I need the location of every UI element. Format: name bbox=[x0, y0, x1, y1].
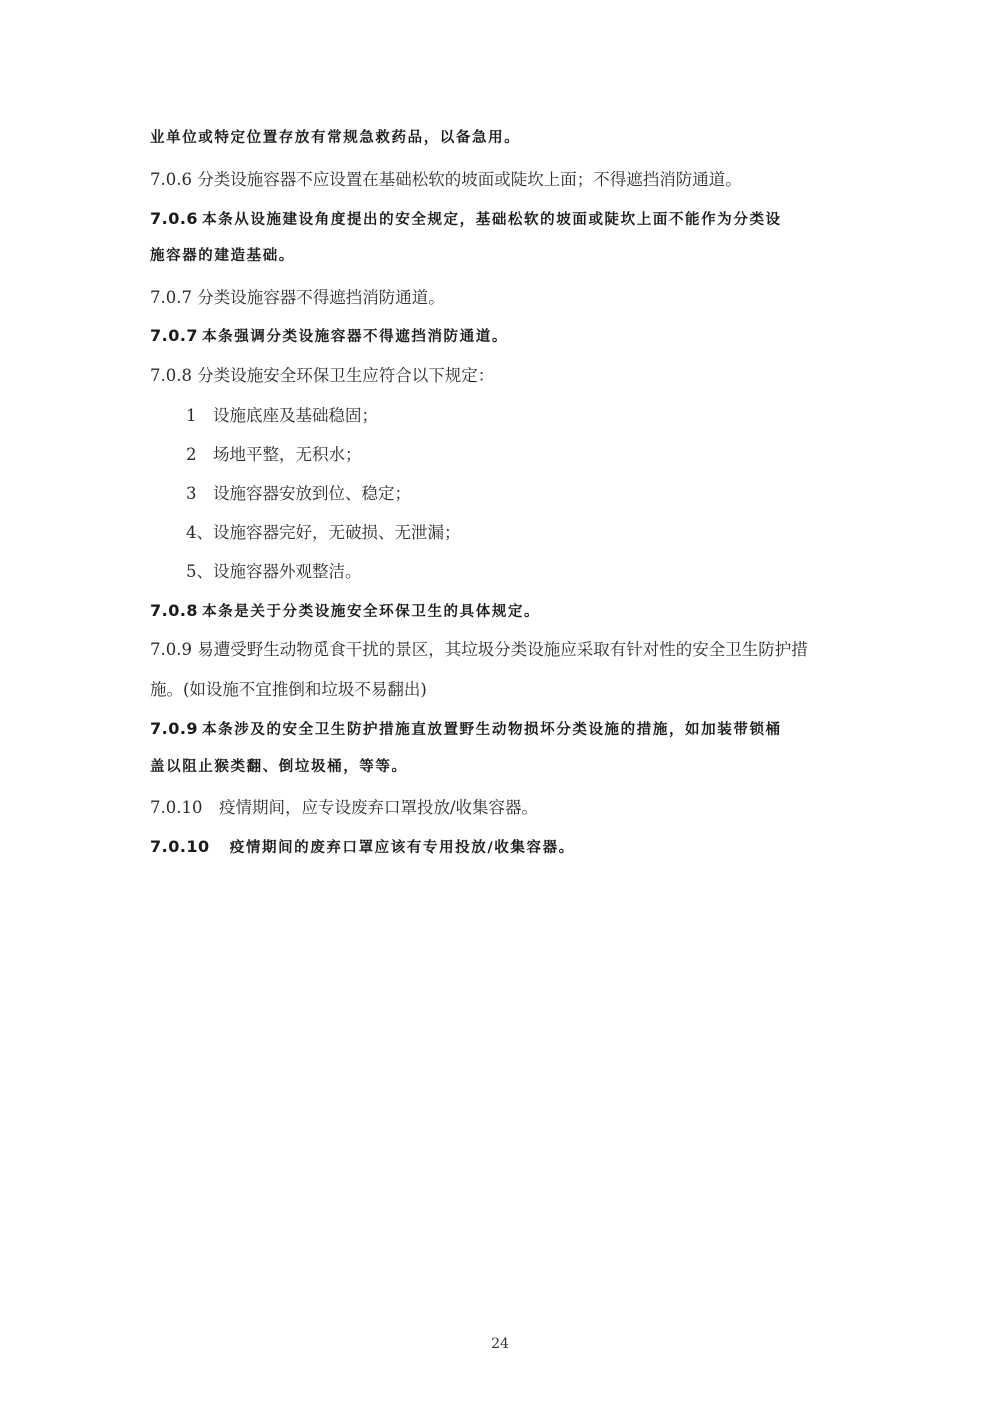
clause-7-0-9: 7.0.9 易遭受野生动物觅食干扰的景区，其垃圾分类设施应采取有针对性的安全卫生防护措 bbox=[150, 640, 808, 659]
explanation-line: 业单位或特定位置存放有常规急救药品，以备急用。 bbox=[150, 130, 521, 146]
list-item: 1 设施底座及基础稳固； bbox=[186, 406, 378, 425]
explanation-7-0-7: 7.0.7 本条强调分类设施容器不得遮挡消防通道。 bbox=[150, 326, 508, 345]
clause-7-0-7: 7.0.7 分类设施容器不得遮挡消防通道。 bbox=[150, 288, 445, 307]
clause-7-0-6: 7.0.6 分类设施容器不应设置在基础松软的坡面或陡坎上面；不得遮挡消防通道。 bbox=[150, 170, 742, 189]
explanation-7-0-6: 7.0.6 本条从设施建设角度提出的安全规定，基础松软的坡面或陡坎上面不能作为分类设 bbox=[150, 209, 782, 228]
explanation-line: 施容器的建造基础。 bbox=[150, 248, 295, 264]
clause-7-0-8: 7.0.8 分类设施安全环保卫生应符合以下规定： bbox=[150, 366, 495, 385]
explanation-line: 盖以阻止猴类翻、倒垃圾桶，等等。 bbox=[150, 759, 408, 775]
list-item: 2 场地平整，无积水； bbox=[186, 445, 362, 464]
page-number: 24 bbox=[491, 1336, 509, 1352]
explanation-7-0-9: 7.0.9 本条涉及的安全卫生防护措施直放置野生动物损坏分类设施的措施，如加装带锁桶 bbox=[150, 719, 782, 738]
list-item: 5、设施容器外观整洁。 bbox=[186, 562, 362, 581]
explanation-7-0-10: 7.0.10 疫情期间的废弃口罩应该有专用投放/收集容器。 bbox=[150, 837, 575, 856]
clause-7-0-10: 7.0.10 疫情期间，应专设废弃口罩投放/收集容器。 bbox=[150, 798, 539, 817]
list-item: 4、设施容器完好，无破损、无泄漏； bbox=[186, 523, 461, 542]
list-item: 3 设施容器安放到位、稳定； bbox=[186, 484, 411, 503]
explanation-7-0-8: 7.0.8 本条是关于分类设施安全环保卫生的具体规定。 bbox=[150, 601, 541, 620]
clause-continuation: 施。(如设施不宜推倒和垃圾不易翻出) bbox=[150, 680, 427, 699]
